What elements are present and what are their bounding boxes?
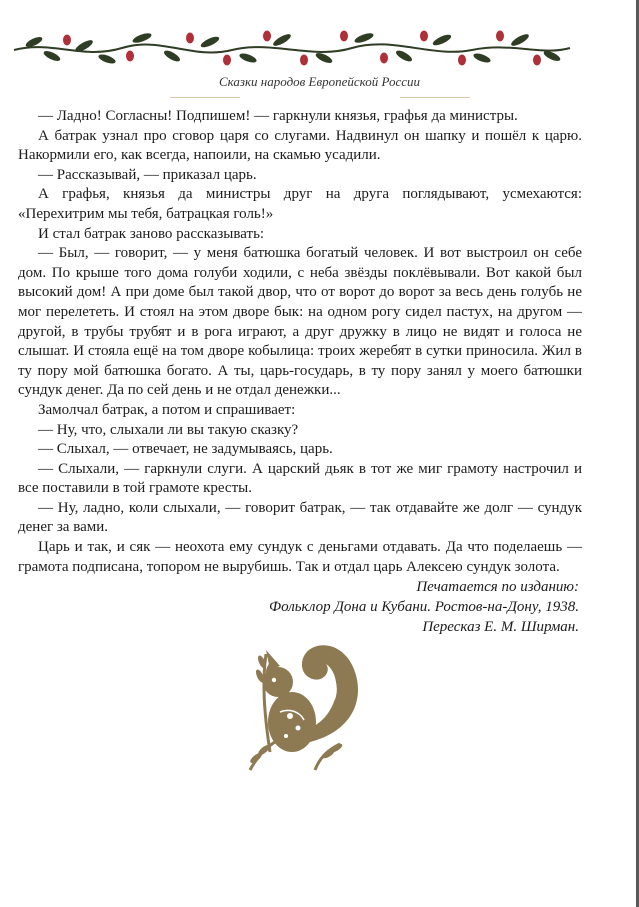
- section-subtitle: Сказки народов Европейской России: [218, 74, 421, 89]
- paragraph: — Слыхали, — гаркнули слуги. А царский дьяк в тот же миг грамоту настрочил и все поставили в той грамоте кресты.: [18, 460, 582, 497]
- credit-line: Фольклор Дона и Кубани. Ростов-на-Дону, 1938.: [269, 599, 579, 615]
- paragraph: — Был, — говорит, — у меня батюшка богатый человек. И вот выстроил он себе дом. По крыше того дома голуби ходили, с неба звёзды поклёвывали. Вот какой был высокий дом! А при доме был такой двор, что от ворот до ворот за весь день голубь не мог перелететь. И стоял на этом дворе бык: на одном рогу сидел пастух, на другом — другой, в трубы трубят и в рога играют, а друг дружку в лицо не видят и голоса не слышат. И стояла ещё на том дворе кобылица: троих жеребят в сутки приносила. Жил в ту пору мой батюшка богато. А ты, царь-государь, в ту пору занял у моего батюшки сундук денег. Да по сей день и не отдал денежки...: [18, 245, 582, 399]
- paragraph: Замолчал батрак, а потом и спрашивает:: [38, 401, 296, 418]
- paragraph: Царь и так, и сяк — неохота ему сундук с деньгами отдавать. Да что поделаешь — грамота подписана, топором не вырубишь. Так и отдал царь Алексею сундук золота.: [18, 539, 582, 575]
- subtitle-rule-right: [400, 97, 470, 98]
- page-header: [0, 0, 639, 100]
- paragraph: — Рассказывай, — приказал царь.: [38, 166, 257, 183]
- paragraph: И стал батрак заново рассказывать:: [38, 225, 265, 242]
- story-text: [18, 107, 582, 577]
- paragraph: — Ну, ладно, коли слыхали, — говорит батрак, — так отдавайте же долг — сундук денег за вами.: [18, 499, 582, 536]
- subtitle-rule-left: [170, 97, 240, 98]
- source-credit: [159, 577, 579, 637]
- paragraph: А батрак узнал про сговор царя со слугами. Надвинул он шапку и пошёл к царю. Накормили его, как всегда, напоили, на скамью усадили.: [18, 127, 582, 164]
- paragraph: — Ладно! Согласны! Подпишем! — гаркнули князья, графья да министры.: [38, 108, 518, 124]
- paragraph: А графья, князья да министры друг на друга поглядывают, усмехаются: «Перехитрим мы тебя, батрацкая голь!»: [18, 186, 582, 222]
- rosehip-vine-ornament: [12, 26, 572, 74]
- paragraph: — Ну, что, слыхали ли вы такую сказку?: [38, 421, 299, 438]
- squirrel-ornament-icon: [240, 632, 370, 772]
- credit-line: Пересказ Е. М. Ширман.: [422, 619, 579, 635]
- credit-line: Печатается по изданию:: [416, 579, 579, 595]
- paragraph: — Слыхал, — отвечает, не задумываясь, царь.: [38, 441, 333, 458]
